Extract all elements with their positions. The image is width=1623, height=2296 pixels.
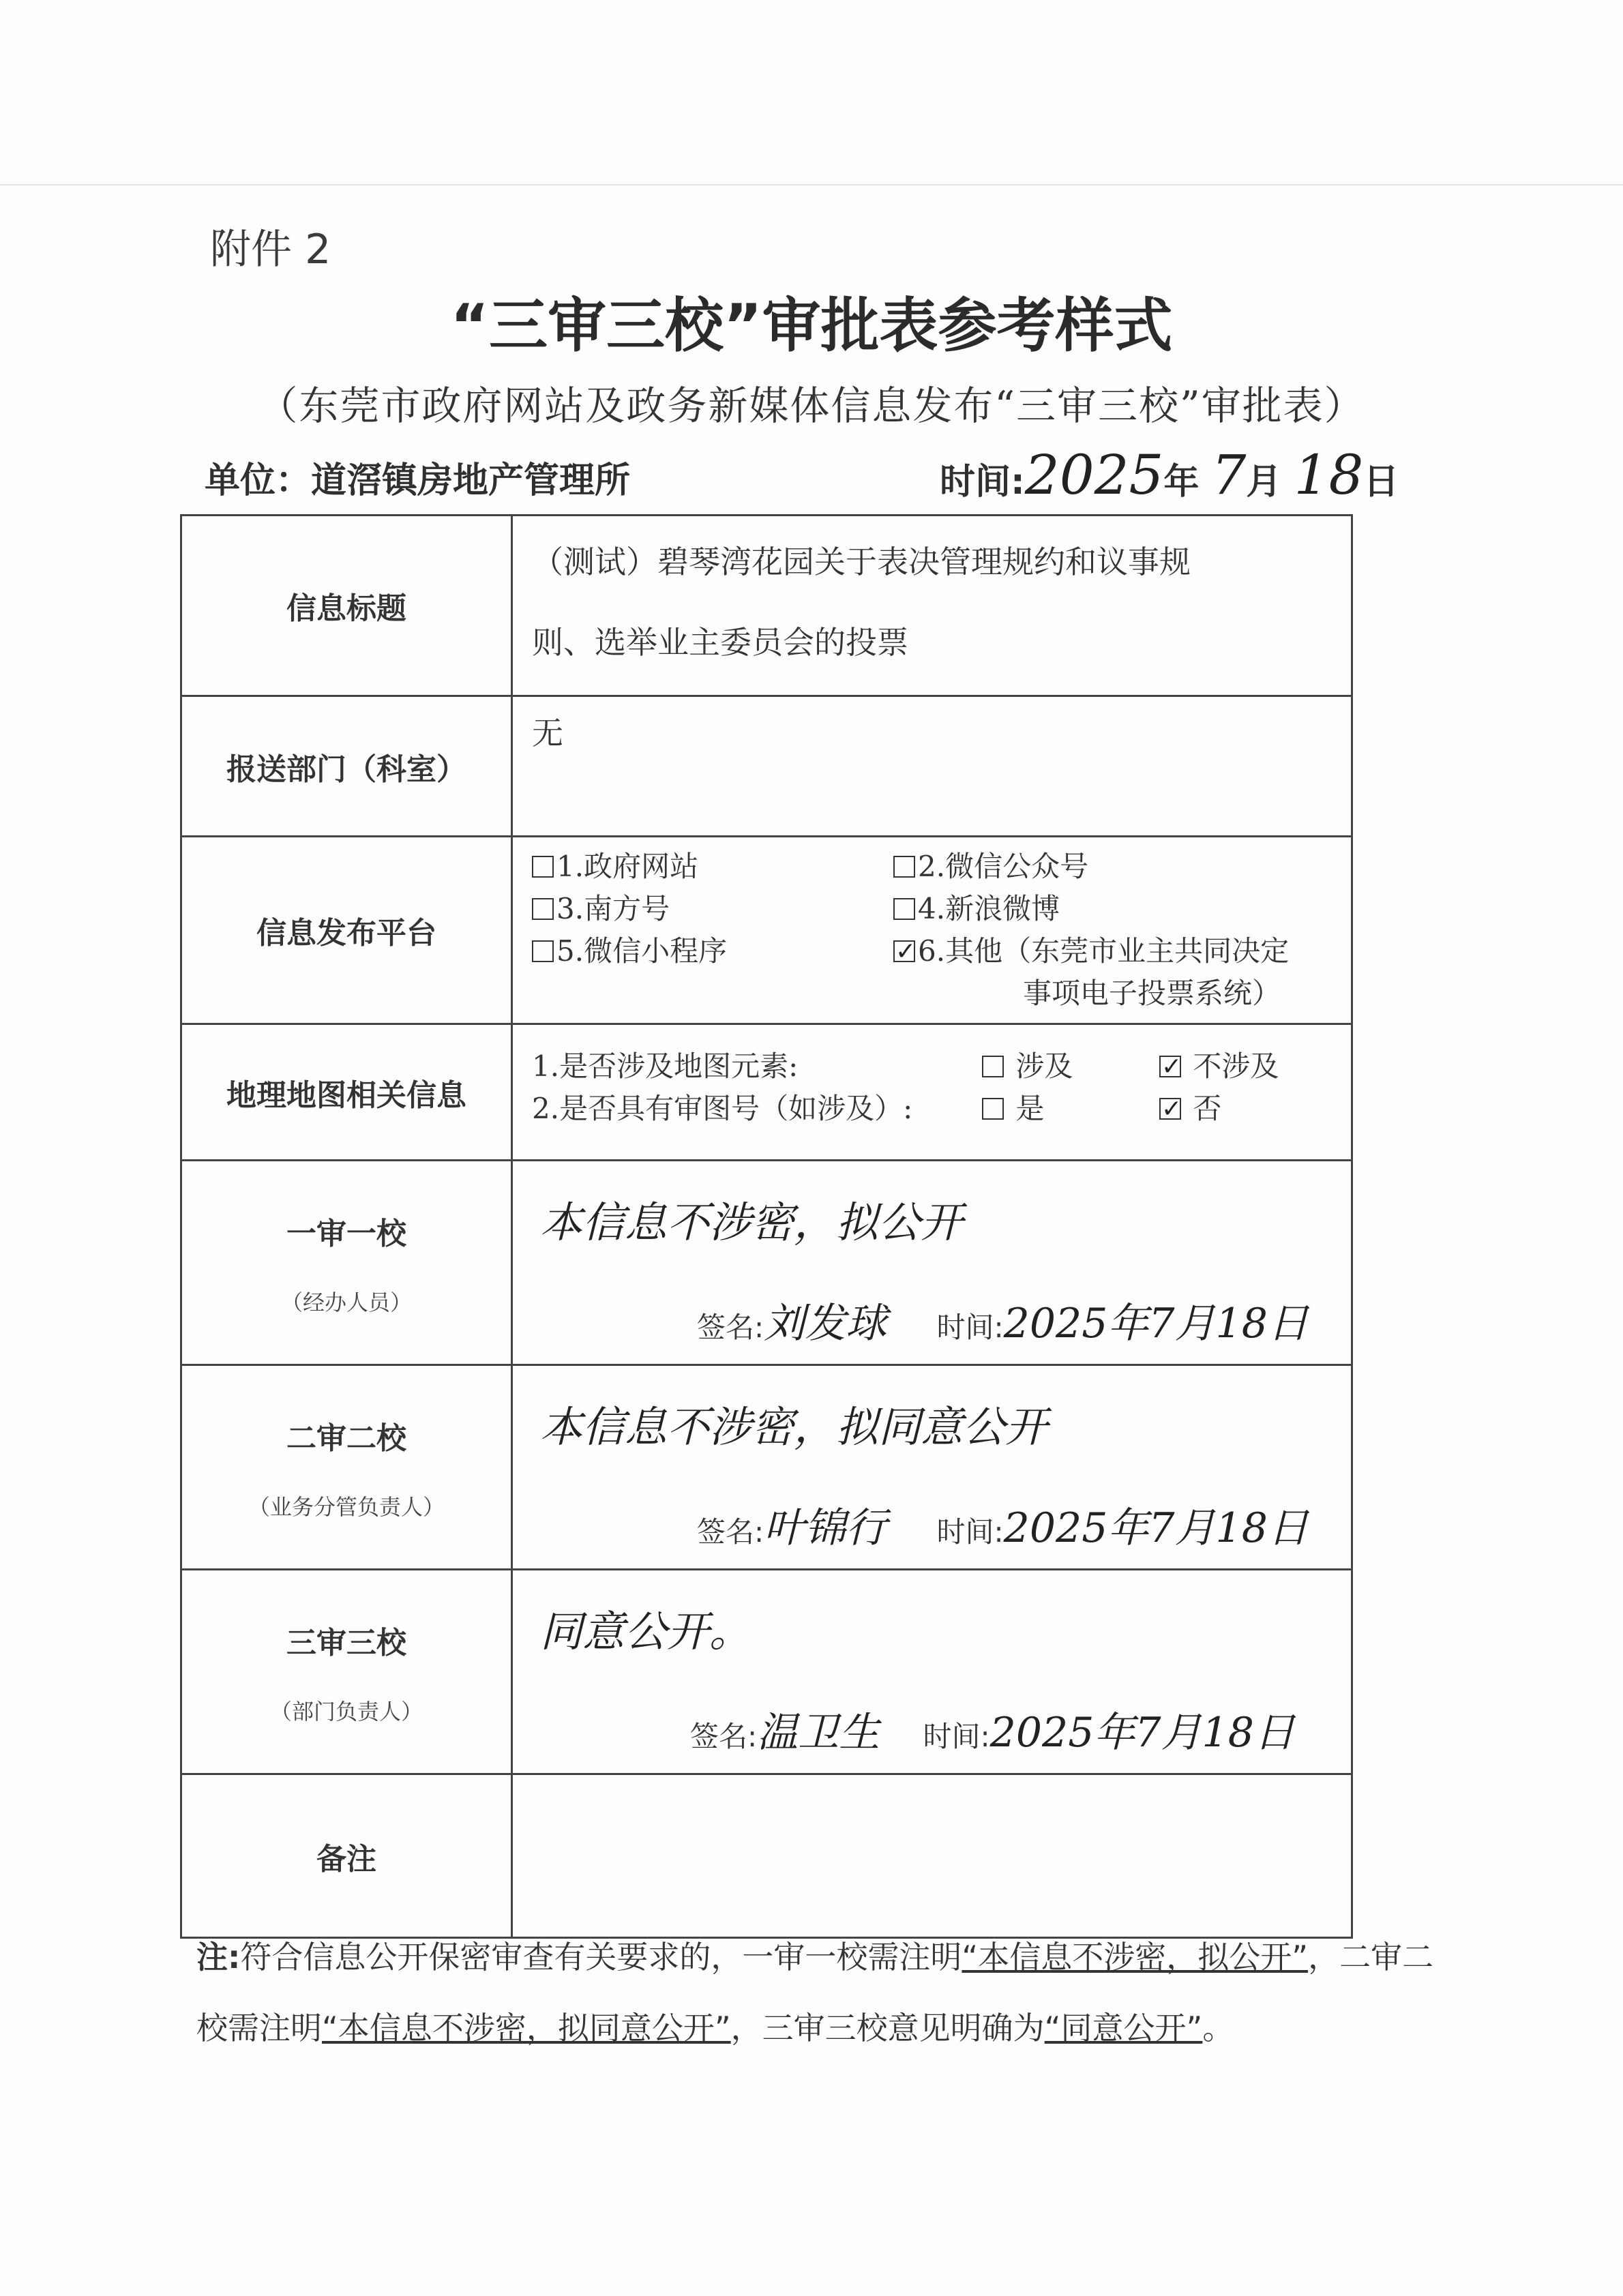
checked-checkbox-icon — [893, 940, 915, 962]
geo-q1-opt-2: 不涉及 — [1193, 1049, 1279, 1083]
footnote-quote-1: “本信息不涉密，拟公开” — [962, 1939, 1309, 1976]
review-2-opinion: 本信息不涉密，拟同意公开 — [540, 1402, 1048, 1452]
info-title-line-1: （测试）碧琴湾花园关于表决管理规约和议事规 — [532, 543, 1191, 580]
review-3-cell — [512, 1570, 1352, 1774]
review-3-sublabel: （部门负责人） — [269, 1698, 423, 1725]
platform-option-2: 2.微信公众号 — [893, 846, 1332, 888]
date-year-suffix: 年 — [1163, 462, 1200, 503]
row-department — [181, 696, 1352, 837]
platform-cell — [512, 837, 1352, 1024]
approval-form-table — [180, 514, 1353, 1939]
remarks-cell — [512, 1774, 1352, 1938]
date-month: 7 — [1211, 443, 1247, 507]
row-geo — [181, 1024, 1352, 1161]
attachment-label: 附件 2 — [210, 226, 331, 273]
geo-question-2: 2.是否具有审图号（如涉及）: — [532, 1092, 913, 1125]
row-review-1 — [181, 1161, 1352, 1365]
date-year: 2025 — [1024, 443, 1164, 507]
checkbox-icon — [532, 856, 554, 878]
footnote: 注:符合信息公开保密审查有关要求的，一审一校需注明“本信息不涉密，拟公开”，二审二校需注明“本信息不涉密，拟同意公开”，三审三校意见明确为“同意公开”。 — [196, 1939, 1434, 2046]
review-2-time: 2025年7月18日 — [1003, 1504, 1309, 1552]
geo-q2-opt-2: 否 — [1193, 1092, 1222, 1125]
row-review-3 — [181, 1570, 1352, 1774]
platform-option-3: 3.南方号 — [532, 888, 893, 930]
footnote-quote-3: “同意公开” — [1044, 2010, 1203, 2046]
platform-option-5: 5.微信小程序 — [532, 930, 893, 972]
checkbox-icon — [532, 940, 554, 962]
review-2-cell — [512, 1365, 1352, 1570]
checkbox-icon — [893, 856, 915, 878]
review-2-signature: 叶锦行 — [764, 1504, 887, 1552]
checkbox-icon — [982, 1098, 1004, 1120]
review-1-label: 一审一校 （经办人员） — [181, 1161, 512, 1365]
info-title-label: 信息标题 — [181, 516, 512, 696]
review-3-opinion: 同意公开。 — [540, 1607, 752, 1656]
review-1-sublabel: （经办人员） — [280, 1289, 412, 1315]
review-1-cell — [512, 1161, 1352, 1365]
review-2-sublabel: （业务分管负责人） — [248, 1493, 445, 1520]
department-label: 报送部门（科室） — [181, 696, 512, 837]
review-3-label: 三审三校 （部门负责人） — [181, 1570, 512, 1774]
date-day-suffix: 日 — [1363, 462, 1399, 503]
platform-option-6: ✓ 6.其他（东莞市业主共同决定 — [893, 930, 1332, 972]
platform-label: 信息发布平台 — [181, 837, 512, 1024]
page-title: “三审三校”审批表参考样式 — [450, 292, 1173, 360]
info-title-cell — [512, 516, 1352, 696]
review-1-opinion: 本信息不涉密，拟公开 — [540, 1197, 964, 1247]
row-remarks — [181, 1774, 1352, 1938]
review-2-label: 二审二校 （业务分管负责人） — [181, 1365, 512, 1570]
footnote-quote-2: “本信息不涉密，拟同意公开” — [322, 2010, 731, 2046]
footnote-label: 注: — [196, 1939, 241, 1976]
page-subtitle: （东莞市政府网站及政务新媒体信息发布“三审三校”审批表） — [258, 383, 1365, 429]
department-value: 无 — [532, 715, 563, 751]
row-platform — [181, 837, 1352, 1024]
review-1-signature: 刘发球 — [764, 1300, 887, 1347]
checkbox-icon — [532, 898, 554, 920]
scan-top-edge — [0, 184, 1623, 185]
info-title-line-2: 则、选举业主委员会的投票 — [532, 624, 908, 661]
geo-cell — [512, 1024, 1352, 1161]
row-review-2 — [181, 1365, 1352, 1570]
review-3-time: 2025年7月18日 — [989, 1709, 1295, 1757]
checkbox-icon — [982, 1056, 1004, 1077]
platform-option-1: 1.政府网站 — [532, 846, 893, 888]
platform-option-6-cont: 事项电子投票系统） — [1023, 976, 1281, 1010]
geo-label: 地理地图相关信息 — [181, 1024, 512, 1161]
date-month-suffix: 月 — [1246, 462, 1282, 503]
geo-q1-opt-1: 涉及 — [1015, 1049, 1073, 1083]
review-3-signature: 温卫生 — [757, 1709, 880, 1757]
geo-q2-opt-1: 是 — [1015, 1092, 1045, 1125]
review-1-signature-line: 签名:刘发球 时间:2025年7月18日 — [697, 1300, 1309, 1347]
review-3-signature-line: 签名:温卫生 时间:2025年7月18日 — [690, 1709, 1295, 1757]
review-1-time: 2025年7月18日 — [1003, 1300, 1309, 1347]
checked-checkbox-icon — [1159, 1098, 1181, 1120]
date-day: 18 — [1294, 443, 1364, 507]
platform-option-4: 4.新浪微博 — [893, 888, 1332, 930]
unit-label: 单位：道滘镇房地产管理所 — [205, 460, 631, 501]
checked-checkbox-icon — [1159, 1056, 1181, 1077]
geo-question-1: 1.是否涉及地图元素: — [532, 1049, 799, 1083]
checkbox-icon — [893, 898, 915, 920]
row-info-title — [181, 516, 1352, 696]
remarks-label: 备注 — [181, 1774, 512, 1938]
date-label: 时间: — [940, 462, 1025, 503]
review-2-signature-line: 签名:叶锦行 时间:2025年7月18日 — [697, 1504, 1309, 1552]
department-cell — [512, 696, 1352, 837]
header-date — [940, 443, 1399, 507]
